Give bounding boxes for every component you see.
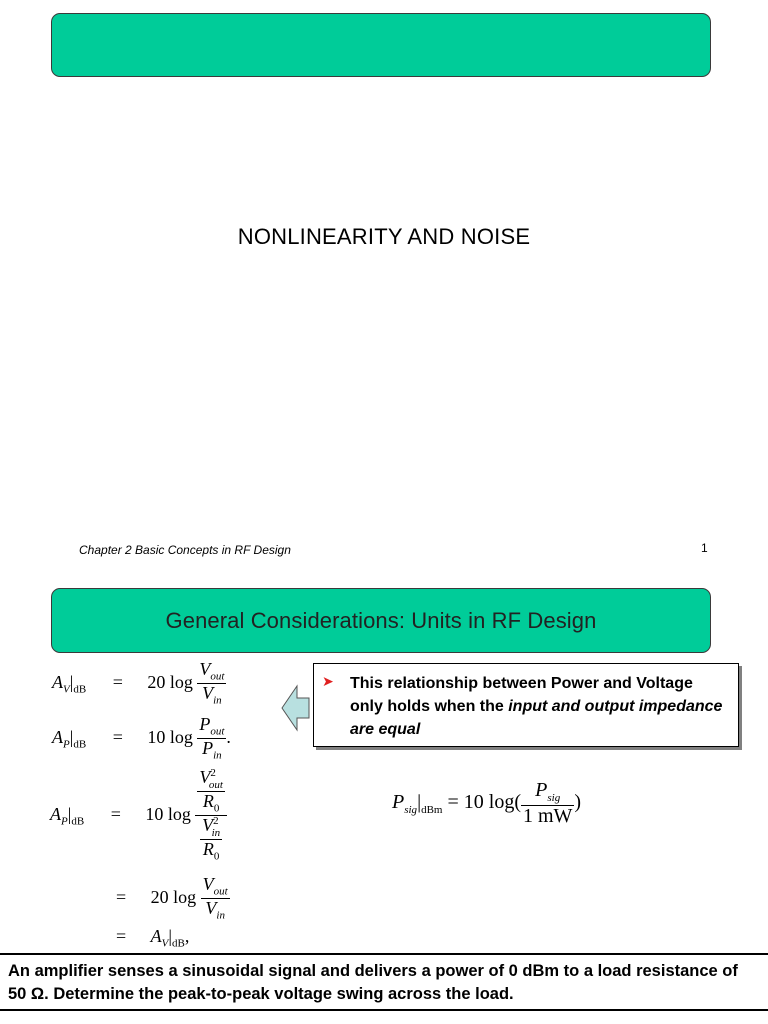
chapter-footer: Chapter 2 Basic Concepts in RF Design bbox=[79, 543, 291, 557]
equation-av-db: $A_V|_{dB} = 20$ log $\frac{V_{out}}{V_{in}}$ bbox=[52, 659, 225, 707]
slide1-header-banner bbox=[51, 13, 711, 77]
page-number: 1 bbox=[701, 541, 708, 555]
equation-equals-av: = $A_V|_{dB}$, bbox=[116, 926, 190, 950]
bullet-arrow-icon: ➤ bbox=[322, 673, 334, 689]
equation-psig-dbm: $P_{sig}|_{dBm} = 10$ log( $\frac{P_{sig}}{1 mW}$ ) bbox=[392, 779, 582, 827]
problem-statement: An amplifier senses a sinusoidal signal and delivers a power of 0 dBm to a load resistance of 50 Ω. Determine the peak-to-peak voltage swing across the load. bbox=[0, 953, 768, 1011]
impedance-note-box bbox=[313, 663, 739, 747]
equation-ap-voltage-form: $A_P|_{dB} = 10$ log $\frac{\frac{V^2_{out}}{R_0}}{\frac{V^2_{in}}{R_0}}$ bbox=[50, 768, 227, 864]
left-arrow-icon bbox=[281, 684, 311, 732]
slide2-title: General Considerations: Units in RF Design bbox=[165, 607, 597, 633]
slide2-header-banner bbox=[51, 588, 711, 653]
impedance-note-text: This relationship between Power and Voltage only holds when the input and output impedance are equal bbox=[350, 675, 723, 738]
equation-ap-simplified: = 20 log $\frac{V_{out}}{V_{in}}$ bbox=[116, 874, 228, 922]
slide1-title: NONLINEARITY AND NOISE bbox=[237, 224, 531, 249]
equation-ap-db: $A_P|_{dB} = 10$ log $\frac{P_{out}}{P_{in}}$ . bbox=[52, 714, 231, 762]
